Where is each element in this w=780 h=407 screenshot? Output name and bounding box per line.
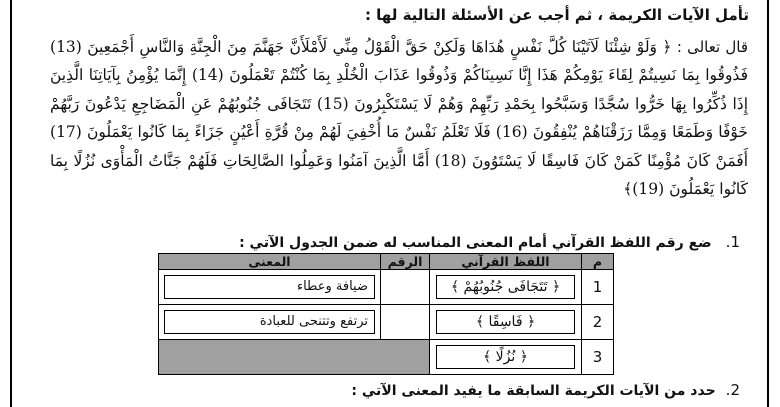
header-number: الرقم	[381, 254, 430, 270]
row-index: 3	[582, 340, 614, 375]
table-row	[159, 340, 614, 375]
word-box: ﴿ تَتَجَافَى جُنُوبُهُمْ ﴾	[436, 275, 575, 299]
question-1	[239, 233, 740, 251]
header-meaning: المعنى	[159, 254, 381, 270]
row-index: 2	[582, 305, 614, 340]
word-cell	[430, 340, 582, 375]
table-header-row	[159, 254, 614, 270]
verse-lead: قال تعالى :	[676, 38, 748, 56]
shaded-cell	[159, 340, 430, 375]
verse-passage	[50, 33, 748, 203]
question-2-text: حدد من الآيات الكريمة السابقة ما يفيد المعنى الآتي :	[351, 383, 716, 399]
meaning-cell	[159, 305, 381, 340]
header-index: م	[582, 254, 614, 270]
page-heading: تأمل الآيات الكريمة ، ثم أجب عن الأسئلة التالية لها :	[364, 6, 749, 24]
verse-text: ﴿ وَلَوْ شِئْنَا لَآتَيْنَا كُلَّ نَفْسٍ هُدَاهَا وَلَكِنْ حَقَّ الْقَوْلُ مِنِّي لَأَمْلَأَنَّ جَهَنَّمَ مِنَ الْجِنَّةِ وَالنَّاسِ أَجْمَعِينَ (13) فَذُوقُوا بِمَا نَسِيتُمْ لِقَاءَ يَوْمِكُمْ هَذَا إِنَّا نَسِينَاكُمْ وَذُوقُوا عَذَابَ الْخُلْدِ بِمَا كُنْتُمْ تَعْمَلُونَ (14) إِنَّمَا يُؤْمِنُ بِآيَاتِنَا الَّذِينَ إِذَا ذُكِّرُوا بِهَا خَرُّوا سُجَّدًا وَسَبَّحُوا بِحَمْدِ رَبِّهِمْ وَهُمْ لَا يَسْتَكْبِرُونَ (15) تَتَجَافَى جُنُوبُهُمْ عَنِ الْمَضَاجِعِ يَدْعُونَ رَبَّهُمْ خَوْفًا وَطَمَعًا وَمِمَّا رَزَقْنَاهُمْ يُنْفِقُونَ (16) فَلَا تَعْلَمُ نَفْسٌ مَا أُخْفِيَ لَهُمْ مِنْ قُرَّةِ أَعْيُنٍ جَزَاءً بِمَا كَانُوا يَعْمَلُونَ (17) أَفَمَنْ كَانَ مُؤْمِنًا كَمَنْ كَانَ فَاسِقًا لَا يَسْتَوُونَ (18) أَمَّا الَّذِينَ آمَنُوا وَعَمِلُوا الصَّالِحَاتِ فَلَهُمْ جَنَّاتُ الْمَأْوَى نُزُلًا بِمَا كَانُوا يَعْمَلُونَ (19)﴾	[50, 38, 748, 199]
answer-number-cell[interactable]	[381, 270, 430, 305]
word-cell	[430, 305, 582, 340]
header-word: اللفظ القرآني	[430, 254, 582, 270]
word-box: ﴿ نُزُلًا ﴾	[436, 345, 575, 369]
word-cell	[430, 270, 582, 305]
table-row	[159, 305, 614, 340]
answer-number-cell[interactable]	[381, 305, 430, 340]
meaning-box: ترتفع وتتنحى للعبادة	[164, 310, 375, 334]
question-1-text: ضع رقم اللفظ القرآني أمام المعنى المناسب له ضمن الجدول الآتي :	[239, 235, 712, 251]
meaning-box: ضيافة وعطاء	[164, 275, 375, 299]
question-2-number: 2.	[725, 381, 740, 399]
word-box: ﴿ فَاسِقًا ﴾	[436, 310, 575, 334]
row-index: 1	[582, 270, 614, 305]
meaning-cell	[159, 270, 381, 305]
matching-table	[158, 253, 614, 375]
table-row	[159, 270, 614, 305]
question-2	[351, 381, 740, 399]
question-1-number: 1.	[725, 233, 740, 251]
